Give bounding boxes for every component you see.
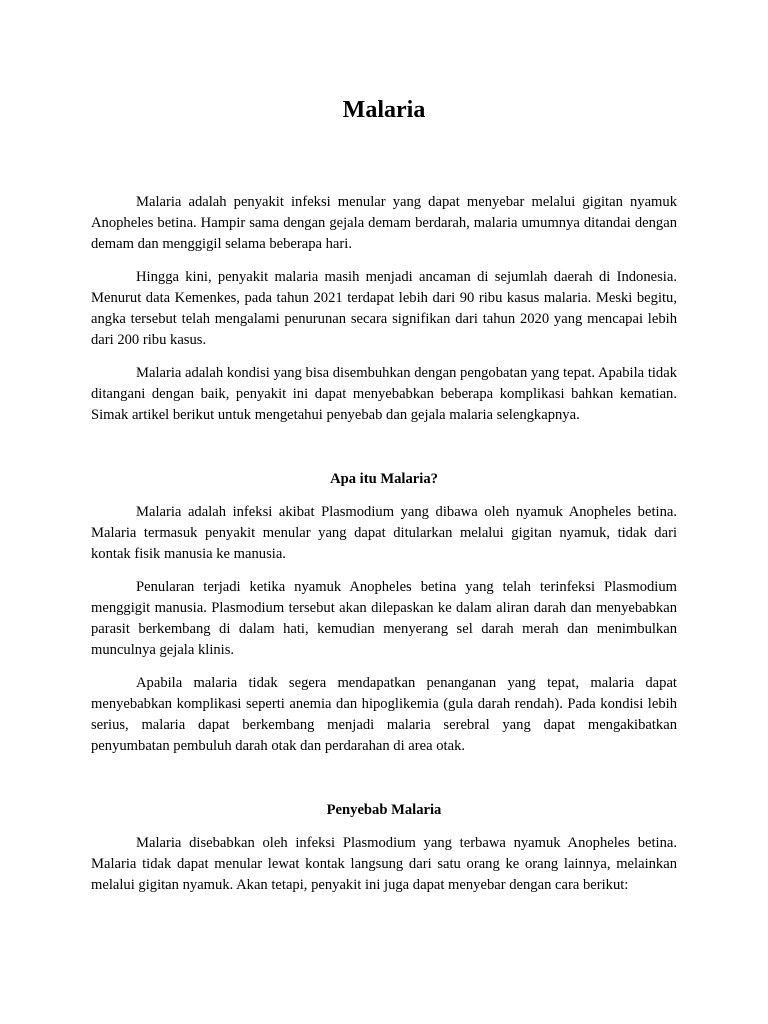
section-paragraph: Malaria adalah infeksi akibat Plasmodium yang dibawa oleh nyamuk Anopheles betina. Malaria termasuk penyakit menular yang dapat ditularkan melalui gigitan nyamuk, tidak dari kontak fisik manusia ke manusia. bbox=[91, 504, 677, 562]
section-paragraph: Penularan terjadi ketika nyamuk Anopheles betina yang telah terinfeksi Plasmodium menggigit manusia. Plasmodium tersebut akan dilepaskan ke dalam aliran darah dan menyebabkan parasit berkembang di dalam hati, kemudian menyerang sel darah merah dan menimbulkan munculnya gejala klinis. bbox=[91, 579, 677, 658]
intro-paragraph: Malaria adalah penyakit infeksi menular yang dapat menyebar melalui gigitan nyamuk Anopheles betina. Hampir sama dengan gejala demam berdarah, malaria umumnya ditandai dengan demam dan menggigil selama beberapa hari. bbox=[91, 194, 677, 252]
document-title: Malaria bbox=[342, 97, 426, 123]
section-penyebab-malaria bbox=[91, 833, 677, 908]
section-heading-apa-itu-malaria: Apa itu Malaria? bbox=[330, 471, 438, 487]
section-paragraph: Apabila malaria tidak segera mendapatkan penanganan yang tepat, malaria dapat menyebabkan komplikasi seperti anemia dan hipoglikemia (gula darah rendah). Pada kondisi lebih serius, malaria dapat berkembang menjadi malaria serebral yang dapat mengakibatkan penyumbatan pembuluh darah otak dan perdarahan di area otak. bbox=[91, 675, 677, 754]
intro-section bbox=[91, 192, 677, 438]
section-paragraph: Malaria disebabkan oleh infeksi Plasmodium yang terbawa nyamuk Anopheles betina. Malaria tidak dapat menular lewat kontak langsung dari satu orang ke orang lainnya, melainkan melalui gigitan nyamuk. Akan tetapi, penyakit ini juga dapat menyebar dengan cara berikut: bbox=[91, 835, 677, 893]
section-heading-penyebab-malaria: Penyebab Malaria bbox=[326, 802, 442, 818]
section-apa-itu-malaria bbox=[91, 502, 677, 769]
intro-paragraph: Malaria adalah kondisi yang bisa disembuhkan dengan pengobatan yang tepat. Apabila tidak ditangani dengan baik, penyakit ini dapat menyebabkan beberapa komplikasi bahkan kematian. Simak artikel berikut untuk mengetahui penyebab dan gejala malaria selengkapnya. bbox=[91, 365, 677, 423]
intro-paragraph: Hingga kini, penyakit malaria masih menjadi ancaman di sejumlah daerah di Indonesia. Menurut data Kemenkes, pada tahun 2021 terdapat lebih dari 90 ribu kasus malaria. Meski begitu, angka tersebut telah mengalami penurunan secara signifikan dari tahun 2020 yang mencapai lebih dari 200 ribu kasus. bbox=[91, 269, 677, 348]
